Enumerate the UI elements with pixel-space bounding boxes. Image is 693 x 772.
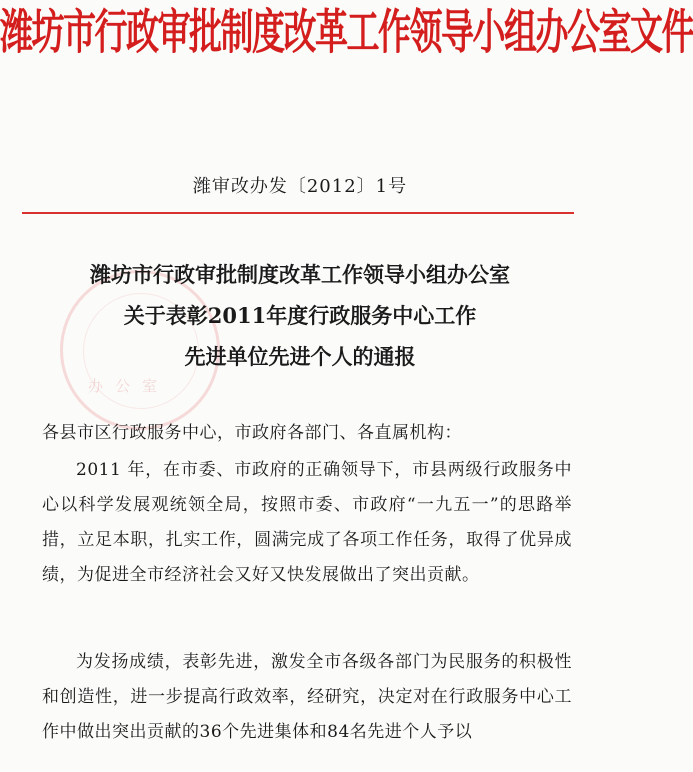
notice-title-line-2: 关于表彰2011年度行政服务中心工作	[123, 303, 477, 328]
document-number: 潍审改办发〔2012〕1号	[192, 176, 408, 197]
seal-text: 办公室	[88, 377, 170, 395]
notice-title-line-1: 潍坊市行政审批制度改革工作领导小组办公室	[90, 262, 510, 287]
body-paragraph-1: 2011 年，在市委、市政府的正确领导下，市县两级行政服务中心以科学发展观统领全局，按照市委、市政府“一九五一”的思路举措，立足本职，扎实工作，圆满完成了各项工作任务，取得了优异成绩，为促进全市经济社会又好又快发展做出了突出贡献。	[42, 460, 572, 585]
salutation: 各县市区行政服务中心，市政府各部门、各直属机构：	[42, 423, 462, 443]
document-header-title: 潍坊市行政审批制度改革工作领导小组办公室文件	[0, 3, 693, 61]
notice-title	[0, 254, 600, 377]
notice-title-line-3: 先进单位先进个人的通报	[184, 344, 416, 369]
body-paragraph-2: 为发扬成绩，表彰先进，激发全市各级各部门为民服务的积极性和创造性，进一步提高行政效率，经研究，决定对在行政服务中心工作中做出突出贡献的36个先进集体和84名先进个人予以	[42, 652, 572, 742]
header-red-rule	[22, 212, 574, 214]
